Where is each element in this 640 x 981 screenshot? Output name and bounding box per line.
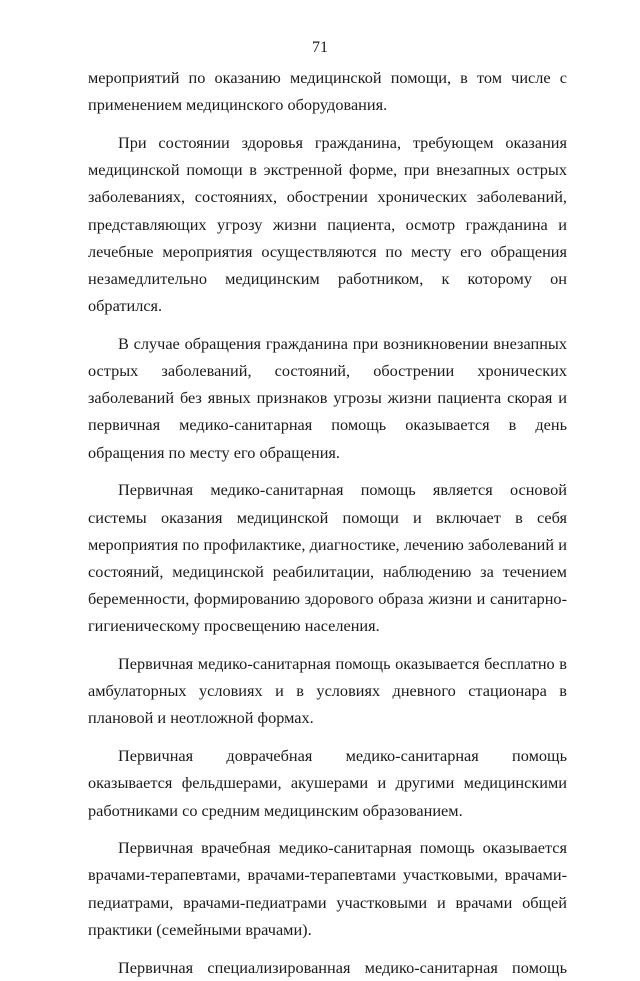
paragraph-primary-care-free: Первичная медико-санитарная помощь оказывается бесплатно в амбулаторных условиях и в условиях дневного стационара в плановой и неотложной формах. [88, 654, 567, 728]
page-number: 71 [312, 39, 328, 56]
paragraph-emergency-care: При состоянии здоровья гражданина, требующем оказания медицинской помощи в экстренной форме, при внезапных острых заболеваниях, состояниях, обострении хронических заболеваний, представляющих угрозу жизни пациента, осмотр гражданина и лечебные мероприятия осуществляются по месту его обращения незамедлительно медицинским работником, к которому он обратился. [88, 132, 567, 316]
paragraph-primary-care-basis: Первичная медико-санитарная помощь является основой системы оказания медицинской помощи и включает в себя мероприятия по профилактике, диагностике, лечению заболеваний и состояний, медицинской реабилитации, наблюдению за течением беременности, формированию здорового образа жизни и санитарно-гигиеническому просвещению населения. [88, 480, 567, 636]
paragraph-physician-care: Первичная врачебная медико-санитарная помощь оказывается врачами-терапевтами, врачами-терапевтами участковыми, врачами-педиатрами, врачами-педиатрами участковыми и врачами общей практики (семейными врачами). [88, 838, 567, 939]
document-body [88, 64, 567, 981]
paragraph-acute-care: В случае обращения гражданина при возникновении внезапных острых заболеваний, состояний, обострении хронических заболеваний без явных признаков угрозы жизни пациента скорая и первичная медико-санитарная помощь оказывается в день обращения по месту его обращения. [88, 333, 567, 462]
paragraph-prehospital-care: Первичная доврачебная медико-санитарная помощь оказывается фельдшерами, акушерами и другими медицинскими работниками со средним медицинским образованием. [88, 746, 567, 820]
paragraph-specialized-care: Первичная специализированная медико-санитарная помощь [118, 957, 567, 977]
paragraph-continuation: мероприятий по оказанию медицинской помощи, в том числе с применением медицинского оборудования. [88, 68, 567, 115]
